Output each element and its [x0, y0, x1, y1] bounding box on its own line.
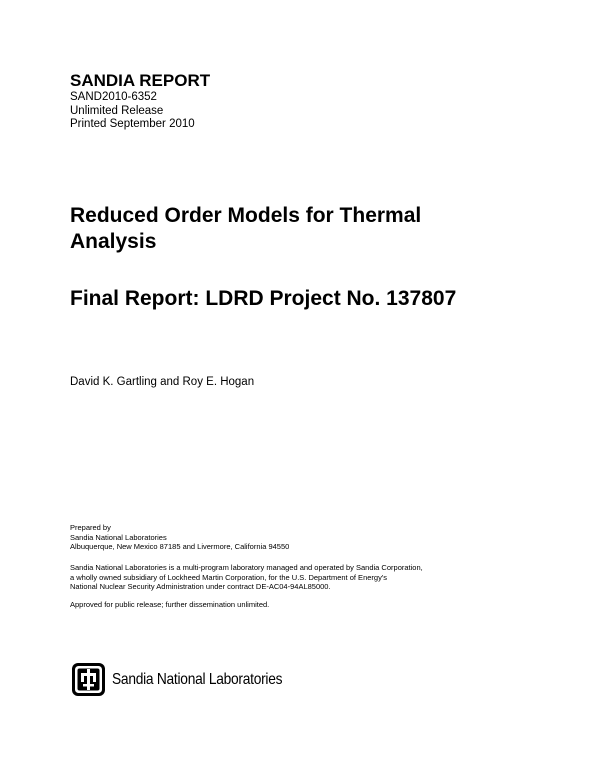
sandia-thunderbird-icon [72, 663, 105, 696]
title-block [70, 203, 550, 312]
report-heading: SANDIA REPORT [70, 71, 211, 90]
report-number: SAND2010-6352 [70, 91, 157, 103]
report-meta [70, 91, 210, 132]
release-status: Unlimited Release [70, 104, 164, 117]
prepared-location: Albuquerque, New Mexico 87185 and Livermore, California 94550 [70, 542, 290, 551]
disclaimer-line-3: National Nuclear Security Administration under contract DE-AC04-94AL85000. [70, 582, 331, 591]
sub-title: Final Report: LDRD Project No. 137807 [70, 287, 457, 310]
sandia-logo [72, 663, 310, 696]
prepared-by [70, 523, 289, 552]
logo-text: Sandia National Laboratories [112, 670, 283, 688]
main-title-line-2: Analysis [70, 230, 157, 253]
disclaimer [70, 563, 540, 592]
approval-statement: Approved for public release; further dissemination unlimited. [70, 600, 270, 609]
disclaimer-line-2: a wholly owned subsidiary of Lockheed Martin Corporation, for the U.S. Department of Energy's [70, 572, 388, 582]
main-title [70, 203, 550, 255]
authors: David K. Gartling and Roy E. Hogan [70, 376, 255, 388]
disclaimer-line-1: Sandia National Laboratories is a multi-program laboratory managed and operated by Sandia Corporation, [70, 563, 423, 572]
print-date: Printed September 2010 [70, 118, 195, 130]
prepared-label: Prepared by [70, 523, 111, 532]
report-header [70, 71, 210, 132]
main-title-line-1: Reduced Order Models for Thermal [70, 204, 422, 227]
prepared-org: Sandia National Laboratories [70, 532, 167, 542]
